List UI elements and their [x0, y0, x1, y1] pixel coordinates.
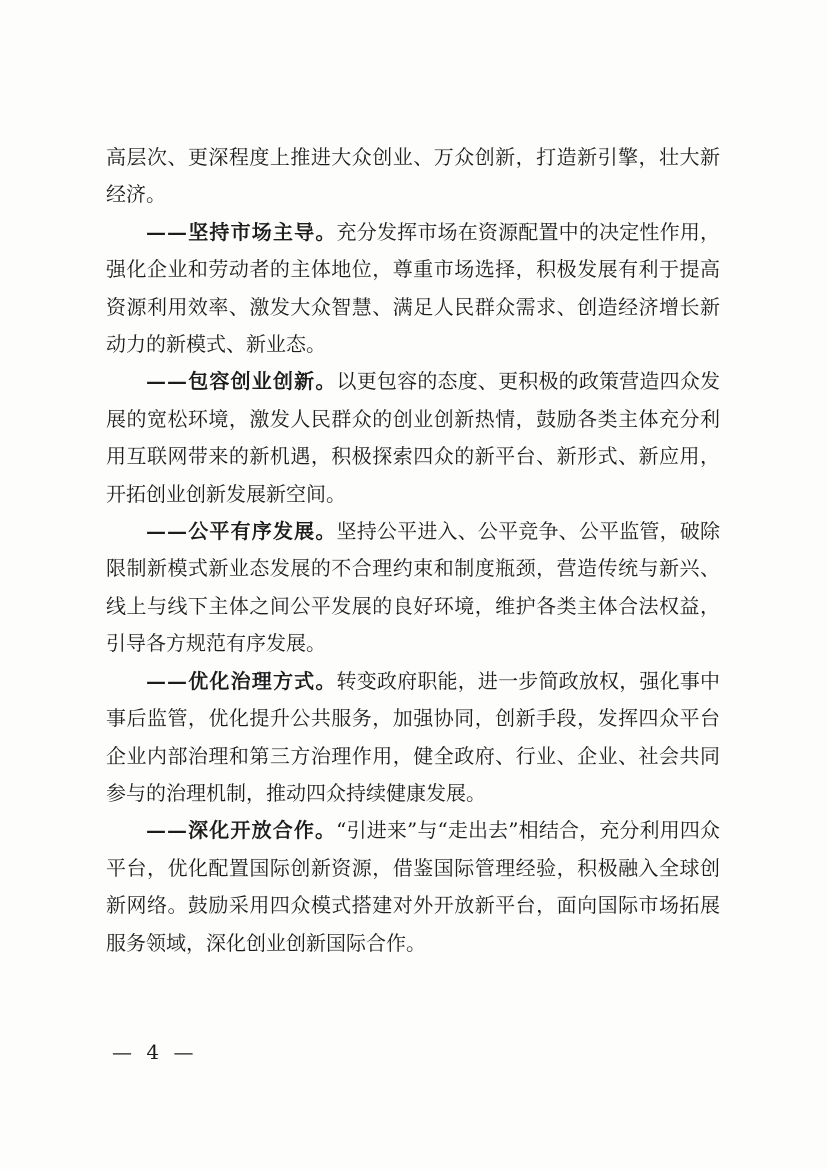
principle-open-cooperation [106, 812, 720, 962]
page-number: — 4 — [112, 1040, 198, 1064]
principle-text: 坚持公平进入、公平竞争、公平监管，破除限制新模式新业态发展的不合理约束和制度瓶颈，营造传统与新兴、线上与线下主体之间公平发展的良好环境，维护各类主体合法权益，引导各方规范有序发展。 [106, 519, 721, 656]
principle-heading: ——坚持市场主导。 [146, 219, 337, 244]
principle-heading: ——优化治理方式。 [146, 668, 337, 693]
principle-heading: ——深化开放合作。 [146, 818, 337, 843]
principle-heading: ——公平有序发展。 [146, 519, 337, 544]
principle-text: “引进来”与“走出去”相结合，充分利用四众平台，优化配置国际创新资源，借鉴国际管理经验，积极融入全球创新网络。鼓励采用四众模式搭建对外开放新平台，面向国际市场拓展服务领域，深化创业创新国际合作。 [106, 818, 720, 955]
principle-fair-development [106, 513, 720, 663]
principle-governance [106, 663, 720, 813]
principle-heading: ——包容创业创新。 [146, 369, 337, 394]
principle-market-led [106, 214, 720, 364]
principle-text: 转变政府职能，进一步简政放权，强化事中事后监管，优化提升公共服务，加强协同，创新手段，发挥四众平台企业内部治理和第三方治理作用，健全政府、行业、企业、社会共同参与的治理机制，推动四众持续健康发展。 [106, 668, 721, 805]
continuation-paragraph: 高层次、更深程度上推进大众创业、万众创新，打造新引擎，壮大新经济。 [106, 145, 720, 207]
principle-text: 充分发挥市场在资源配置中的决定性作用，强化企业和劳动者的主体地位，尊重市场选择，积极发展有利于提高资源利用效率、激发大众智慧、满足人民群众需求、创造经济增长新动力的新模式、新业态。 [106, 219, 721, 357]
document-body [106, 139, 720, 962]
principle-inclusive-innovation [106, 363, 720, 513]
principle-text: 以更包容的态度、更积极的政策营造四众发展的宽松环境，激发人民群众的创业创新热情，鼓励各类主体充分利用互联网带来的新机遇，积极探索四众的新平台、新形式、新应用，开拓创业创新发展新空间。 [106, 369, 721, 506]
